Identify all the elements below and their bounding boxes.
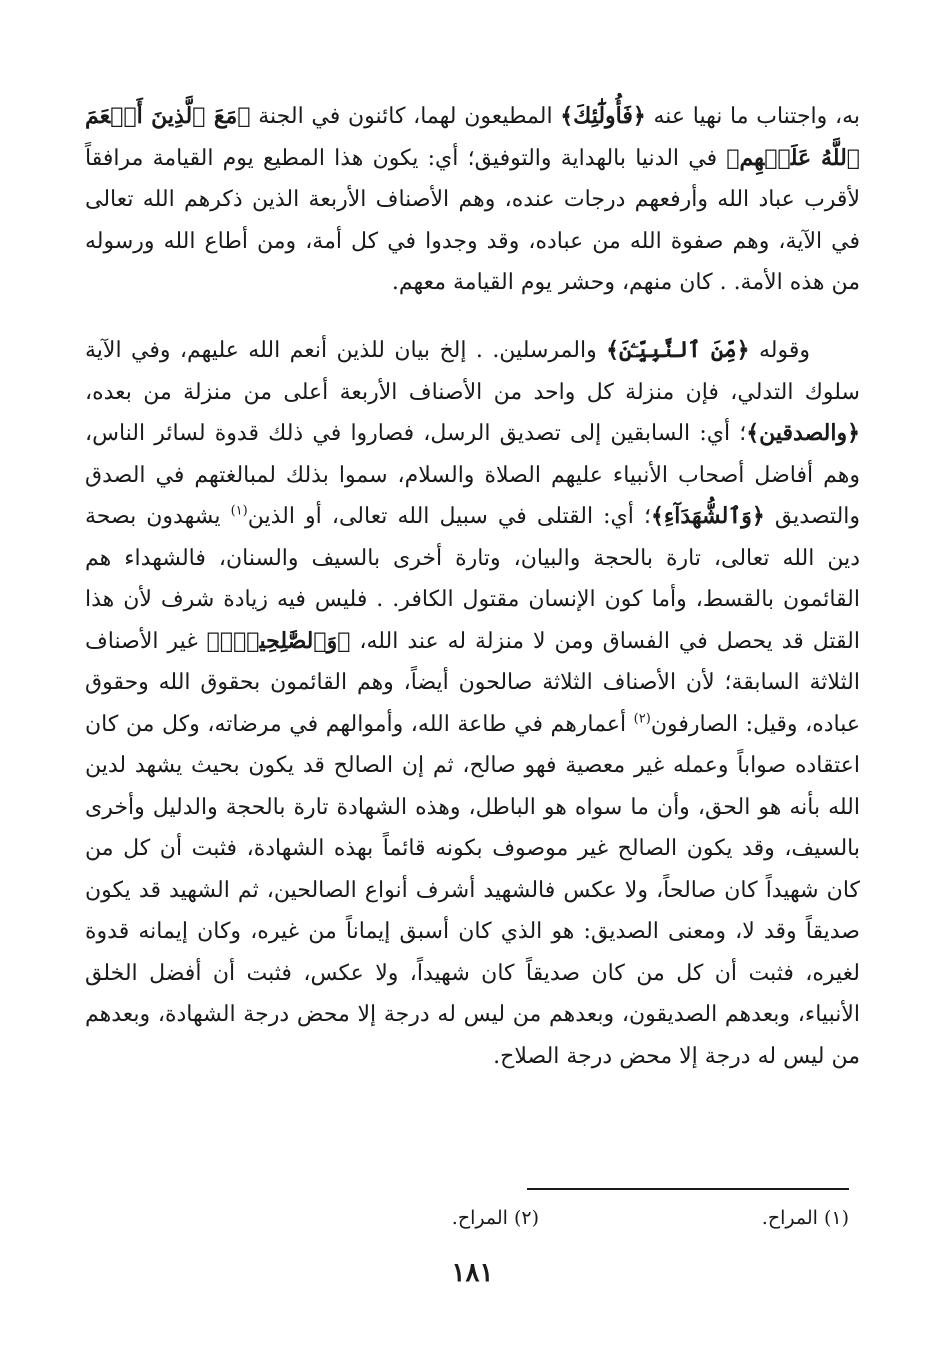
text-run: المطيعون لهما، كائنون في الجنة bbox=[250, 104, 561, 129]
quran-quote: ﴿فَأُولَٰٓئِكَ﴾ bbox=[560, 103, 646, 129]
text-run: ؛ أي: القتلى في سبيل الله تعالى، أو الذين bbox=[247, 504, 651, 529]
text-run: يشهدون بصحة دين الله تعالى، تارة بالحجة والبيان، وتارة أخرى بالسيف والسنان، فالشهداء هم القائمون بالقسط، وأما كون الإنسان مقتول الكافر. . فليس فيه زيادة شرف لأن هذا القتل قد يحصل في الفساق ومن لا منزلة له عند الله، bbox=[85, 504, 860, 654]
footnote-1: (١) المراح. bbox=[761, 1207, 849, 1229]
text-run: والمرسلين. . إلخ بيان للذين أنعم الله عليهم، وفي الآية سلوك التدلي، فإن منزلة كل واحد من الأصناف الأربعة أعلى من منزلة من بعده، bbox=[85, 338, 860, 405]
footnote-2: (٢) المراح. bbox=[451, 1207, 539, 1229]
quran-quote: ﴿وَٱلشُّهَدَآءِ﴾ bbox=[650, 503, 765, 529]
quran-quote: ﴿مِّنَ ٱلنَّبِيِّـۧنَ﴾ bbox=[606, 337, 750, 363]
paragraph-1-text bbox=[85, 96, 860, 304]
footnote-reference-2: (٢) bbox=[633, 711, 651, 727]
footnote-reference-1: (١) bbox=[230, 503, 248, 519]
quran-quote: ﴿والصدقين﴾ bbox=[746, 420, 861, 446]
footnote-divider bbox=[527, 1188, 849, 1190]
paragraph-2 bbox=[85, 330, 860, 1077]
quran-quote: ﴿مَعَ ٱلَّذِينَ أَنۡعَمَ ٱللَّهُ عَلَيۡهِم﴾ bbox=[85, 103, 860, 171]
text-run: به، واجتناب ما نهيا عنه bbox=[645, 104, 861, 129]
text-run: غير الأصناف الثلاثة السابقة؛ لأن الأصناف الثلاثة صالحون أيضاً، وهم القائمون بحقوق الله وحقوق عباده، وقيل: الصارفون bbox=[85, 628, 860, 737]
text-run: ؛ أي: السابقين إلى تصديق الرسل، فصاروا في ذلك قدوة لسائر الناس، وهم أفاضل أصحاب الأنبياء عليهم الصلاة والسلام، سموا بذلك لمبالغتهم في الصدق والتصديق bbox=[85, 421, 861, 529]
text-run: في الدنيا بالهداية والتوفيق؛ أي: يكون هذا المطيع يوم القيامة مرافقاً لأقرب عباد الله وأرفعهم درجات عنده، وهم الأصناف الأربعة الذين ذكرهم الله تعالى في الآية، وهم صفوة الله من عباده، وقد وجدوا في كل أمة، ومن أطاع الله ورسوله من هذه الأمة. . كان منهم، وحشر يوم القيامة معهم. bbox=[85, 145, 860, 295]
text-run: وقوله bbox=[749, 338, 811, 363]
footnotes bbox=[85, 1203, 849, 1233]
text-run: أعمارهم في طاعة الله، وأموالهم في مرضاته، وكل من كان اعتقاده صواباً وعمله غير معصية فهو صالح، ثم إن الصالح قد يكون بحيث يشهد لدين الله بأنه هو الحق، وأن ما سواه هو الباطل، وهذه الشهادة تارة بالحجة والدليل وأخرى بالسيف، وقد يكون الصالح غير موصوف بكونه قائماً بهذه الشهادة، فثبت أن كل من كان شهيداً كان صالحاً، ولا عكس فالشهيد أشرف أنواع الصالحين، ثم الشهيد قد يكون صديقاً وقد لا، ومعنى الصديق: هو الذي كان أسبق إيماناً من غيره، وكان إيمانه قدوة لغيره، فثبت أن كل من كان صديقاً كان شهيداً، ولا عكس، فثبت أن أفضل الخلق الأنبياء، وبعدهم الصديقون، وبعدهم من ليس له درجة إلا محض درجة الشهادة، وبعدهم من ليس له درجة إلا محض درجة الصلاح. bbox=[85, 711, 860, 1069]
quran-quote: ﴿وَٱلصَّٰلِحِينَۚ﴾ bbox=[206, 627, 351, 654]
paragraph-1 bbox=[85, 96, 860, 304]
paragraph-2-text bbox=[85, 330, 860, 1077]
page-number: ١٨١ bbox=[451, 1258, 494, 1288]
